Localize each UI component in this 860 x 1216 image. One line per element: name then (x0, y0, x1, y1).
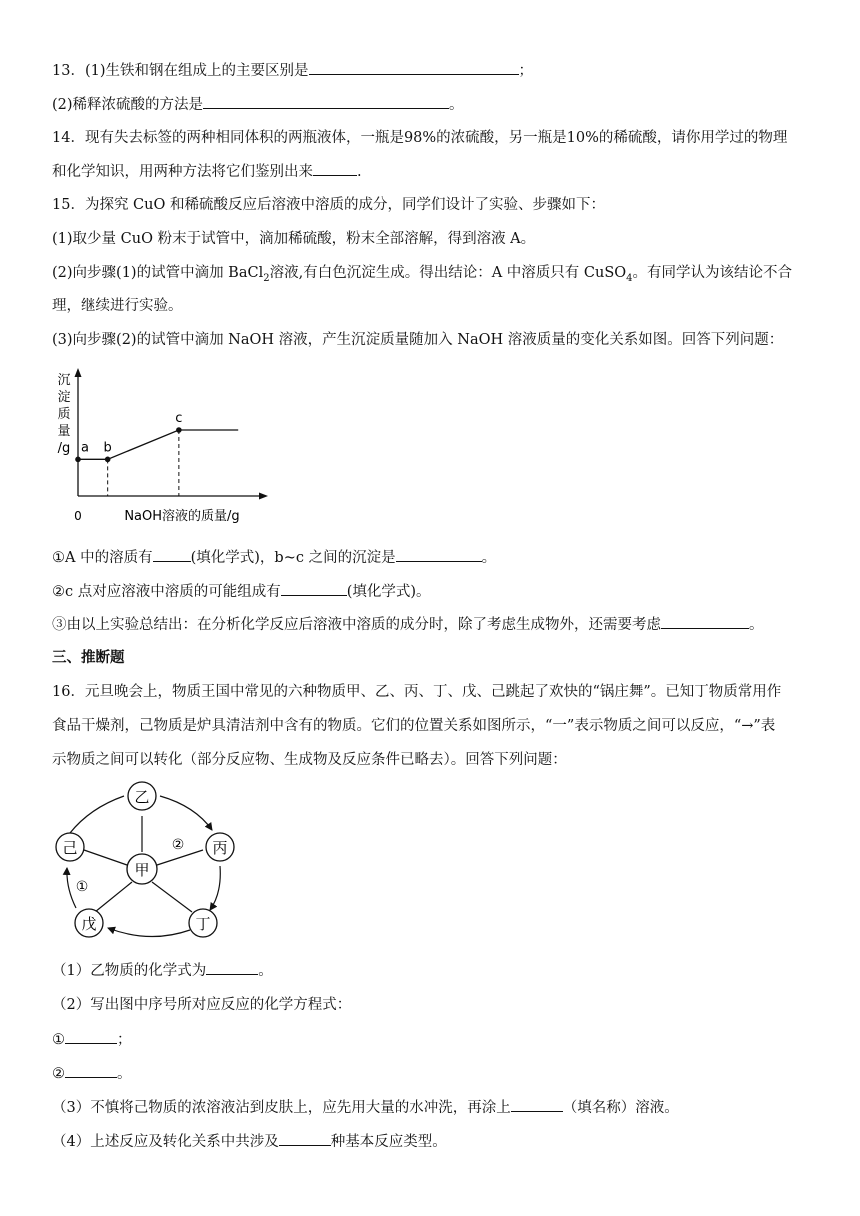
q16-sub3-a: （3）不慎将己物质的浓溶液沾到皮肤上，应先用大量的水冲洗，再涂上 (52, 1100, 511, 1116)
q16-sub4 (52, 1131, 447, 1152)
q15-step2-sub: 2 (263, 272, 270, 284)
q16-eq2 (52, 1063, 132, 1084)
q16-sub1-blank[interactable] (206, 960, 258, 975)
x-axis-arrow (259, 493, 268, 500)
q16-sub1-a: （1）乙物质的化学式为 (52, 963, 207, 979)
q15-sub2-a: ②c 点对应溶液中溶质的可能组成有 (52, 584, 281, 600)
q15-sub3 (52, 614, 764, 635)
q16-line3: 示物质之间可以转化（部分反应物、生成物及反应条件已略去）。回答下列问题： (52, 752, 567, 768)
q15-sub1-a: ①A 中的溶质有 (52, 550, 153, 566)
node-ji-label: 己 (62, 839, 78, 857)
q16-sub1 (52, 960, 273, 981)
point-label-c: c (175, 411, 183, 426)
q16-sub3 (52, 1097, 679, 1118)
q15-sub1-c: 。 (481, 550, 497, 566)
q14-line2 (52, 161, 362, 182)
q15-step3: (3)向步骤(2)的试管中滴加 NaOH 溶液，产生沉淀质量随加入 NaOH 溶液质量的变化关系如图。回答下列问题： (52, 332, 784, 348)
q15-sub1-blank1[interactable] (153, 547, 191, 562)
y-axis-label (57, 373, 70, 456)
q13-part1-end: ； (518, 63, 533, 79)
q16-line1: 16．元旦晚会上，物质王国中常见的六种物质甲、乙、丙、丁、戊、己跳起了欢快的“锅庄舞”。已知丁物质常用作 (52, 684, 782, 700)
point-a (75, 457, 81, 463)
q16-sub4-a: （4）上述反应及转化关系中共涉及 (52, 1134, 279, 1150)
q13-part2-blank[interactable] (203, 94, 449, 109)
q16-eq1 (52, 1029, 132, 1050)
reaction-diagram (50, 778, 250, 948)
q15-sub3-a: ③由以上实验总结出：在分析化学反应后溶液中溶质的成分时，除了考虑生成物外，还需要考虑 (52, 617, 661, 633)
q16-sub4-b: 种基本反应类型。 (330, 1134, 447, 1150)
y-label-char: /g (57, 441, 71, 456)
q16-line2: 食品干燥剂，己物质是炉具清洁剂中含有的物质。它们的位置关系如图所示，“一”表示物质之间可以反应，“→”表 (52, 718, 776, 734)
precipitate-chart (50, 362, 280, 530)
node-jia-label: 甲 (134, 861, 150, 879)
q15-intro: 15．为探究 CuO 和稀硫酸反应后溶液中溶质的成分，同学们设计了实验、步骤如下： (52, 197, 605, 213)
q15-sub2-blank[interactable] (281, 581, 347, 596)
q13-part1-blank[interactable] (309, 60, 519, 75)
q16-sub3-b: （填名称）溶液。 (562, 1100, 679, 1116)
q15-step2-line2: 理，继续进行实验。 (52, 298, 183, 314)
mark-1: ① (75, 879, 89, 895)
q13-part1-text: (1)生铁和钢在组成上的主要区别是 (84, 63, 309, 79)
y-label-char: 沉 (57, 373, 71, 388)
q15-sub2 (52, 581, 431, 602)
q14-line2-text: 和化学知识，用两种方法将它们鉴别出来 (52, 164, 313, 180)
series-line (78, 430, 238, 459)
y-axis-arrow (75, 368, 82, 377)
point-b (105, 457, 111, 463)
line-jia-wu (95, 882, 132, 912)
line-jia-ding (152, 882, 192, 912)
q15-sub3-b: 。 (749, 617, 764, 633)
q14-line2-end: . (357, 164, 362, 180)
node-bing-label: 丙 (212, 839, 228, 857)
q15-step2-b: 溶液,有白色沉淀生成。得出结论：A 中溶质只有 CuSO (269, 265, 627, 281)
q13-number: 13． (52, 63, 85, 79)
node-wu-label: 戊 (81, 915, 97, 933)
q15-step1: (1)取少量 CuO 粉末于试管中，滴加稀硫酸，粉末全部溶解，得到溶液 A。 (52, 231, 536, 247)
q14-line1: 14．现有失去标签的两种相同体积的两瓶液体，一瓶是98%的浓硫酸，另一瓶是10%的稀硫酸，请你用学过的物理 (52, 130, 788, 146)
point-c (176, 427, 182, 433)
q13-part2-text: (2)稀释浓硫酸的方法是 (52, 97, 204, 113)
q15-step2-a: (2)向步骤(1)的试管中滴加 BaCl (52, 265, 264, 281)
q15-step2-sub2: 4 (626, 272, 633, 284)
node-ding-label: 丁 (195, 915, 211, 933)
q15-step2-c: 。有同学认为该结论不合 (632, 265, 793, 281)
x-axis-label: NaOH溶液的质量/g (124, 509, 240, 524)
q15-sub1 (52, 547, 496, 568)
y-label-char: 淀 (57, 390, 71, 405)
q13-part2 (52, 94, 464, 115)
q16-eq2-b: 。 (117, 1066, 132, 1082)
q16-eq1-a: ① (52, 1032, 65, 1048)
point-label-a: a (81, 440, 89, 456)
arrow-wu-ji (67, 868, 76, 908)
q16-sub4-blank[interactable] (279, 1131, 331, 1146)
mark-2: ② (171, 837, 185, 853)
q15-sub1-blank2[interactable] (396, 547, 482, 562)
arrow-yi-bing (160, 796, 212, 830)
arrow-ding-wu (108, 928, 190, 937)
q14-blank[interactable] (313, 161, 357, 176)
q15-step2 (52, 263, 792, 289)
y-label-char: 量 (57, 424, 71, 439)
q16-sub1-b: 。 (258, 963, 273, 979)
node-yi-label: 乙 (134, 788, 150, 806)
q15-sub1-b: (填化学式)，b~c 之间的沉淀是 (190, 550, 396, 566)
q16-eq2-a: ② (52, 1066, 65, 1082)
point-label-b: b (103, 440, 112, 456)
line-jia-ji (84, 850, 127, 865)
y-label-char: 质 (57, 407, 71, 422)
q13-part2-end: 。 (449, 97, 464, 113)
q16-eq1-blank[interactable] (65, 1029, 117, 1044)
q16-eq2-blank[interactable] (65, 1063, 117, 1078)
section-title: 三、推断题 (52, 650, 125, 666)
q16-sub2: （2）写出图中序号所对应反应的化学方程式： (52, 997, 352, 1013)
arc-ji-yi (70, 796, 124, 833)
q15-sub2-b: (填化学式)。 (346, 584, 431, 600)
arrow-bing-ding (210, 866, 220, 910)
q13-part1 (52, 60, 533, 81)
q16-sub3-blank[interactable] (511, 1097, 563, 1112)
chart-marks (75, 411, 238, 496)
q16-eq1-b: ； (117, 1032, 132, 1048)
origin-label: 0 (74, 509, 82, 523)
q15-sub3-blank[interactable] (661, 614, 749, 629)
